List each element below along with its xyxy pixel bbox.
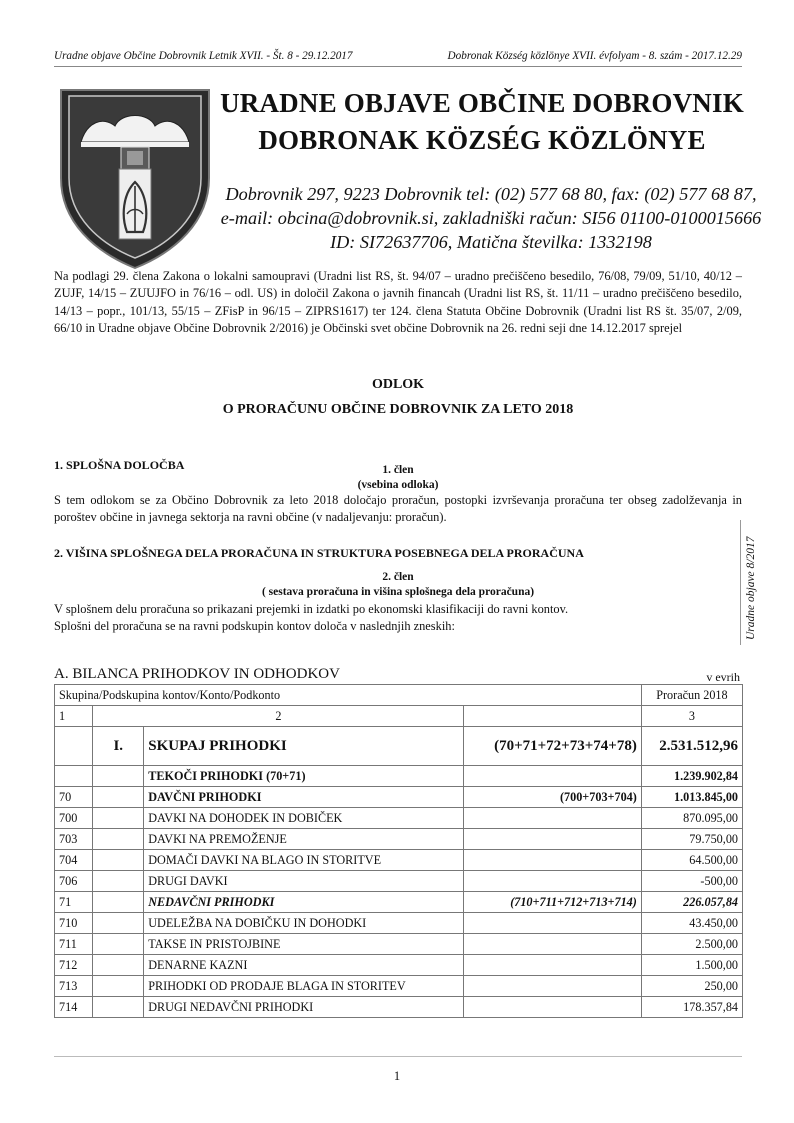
table-row — [55, 829, 743, 850]
column-number-spacer — [464, 706, 641, 727]
article-1-number: 1. člen — [382, 464, 414, 476]
account-name-cell: PRIHODKI OD PRODAJE BLAGA IN STORITEV — [144, 976, 464, 997]
amount-cell: 1.500,00 — [641, 955, 742, 976]
roman-numeral-cell — [93, 787, 144, 808]
account-code-cell: 706 — [55, 871, 93, 892]
formula-cell: (70+71+72+73+74+78) — [464, 727, 641, 766]
municipal-coat-of-arms-icon — [57, 86, 213, 272]
account-code-cell: 714 — [55, 997, 93, 1018]
contact-email-account: e-mail: obcina@dobrovnik.si, zakladniški račun: SI56 01100-0100015666 — [220, 208, 762, 228]
amount-cell: 43.450,00 — [641, 913, 742, 934]
formula-cell: (710+711+712+713+714) — [464, 892, 641, 913]
account-code-cell: 703 — [55, 829, 93, 850]
amount-cell: 2.531.512,96 — [641, 727, 742, 766]
currency-units: v evrih — [706, 670, 740, 684]
decree-subtitle: O PRORAČUNU OBČINE DOBROVNIK ZA LETO 2018 — [222, 402, 574, 417]
table-row — [55, 808, 743, 829]
table-row — [55, 913, 743, 934]
account-code-cell: 711 — [55, 934, 93, 955]
roman-numeral-cell — [93, 871, 144, 892]
formula-cell — [464, 997, 641, 1018]
formula-cell — [464, 829, 641, 850]
contact-ids: ID: SI72637706, Matična številka: 1332198 — [330, 232, 652, 252]
amount-cell: 250,00 — [641, 976, 742, 997]
section-1-heading: 1. SPLOŠNA DOLOČBA — [54, 458, 185, 472]
table-row — [55, 976, 743, 997]
formula-cell — [464, 934, 641, 955]
footer-divider — [54, 1056, 742, 1057]
column-number-1: 1 — [55, 706, 93, 727]
roman-numeral-cell: I. — [93, 727, 144, 766]
table-row — [55, 892, 743, 913]
account-name-cell: DOMAČI DAVKI NA BLAGO IN STORITVE — [144, 850, 464, 871]
revenue-expenditure-table — [54, 684, 743, 1018]
article-1-text: S tem odlokom se za Občino Dobrovnik za leto 2018 določajo proračun, postopki izvrševanja proračuna ter obseg zadolževanja in poroštev občine in javnega sektorja na ravni občine (v nadaljevanju: proračun). — [54, 493, 742, 525]
table-row — [55, 850, 743, 871]
account-name-cell: DRUGI NEDAVČNI PRIHODKI — [144, 997, 464, 1018]
account-code-cell — [55, 727, 93, 766]
roman-numeral-cell — [93, 934, 144, 955]
formula-cell — [464, 871, 641, 892]
account-name-cell: SKUPAJ PRIHODKI — [144, 727, 464, 766]
account-code-cell: 712 — [55, 955, 93, 976]
legal-preamble: Na podlagi 29. člena Zakona o lokalni samoupravi (Uradni list RS, št. 94/07 – uradno prečiščeno besedilo, 76/08, 79/09, 51/10, 40/12 – ZUJF, 14/15 – ZUUJFO in 76/16 – odl. US) in določil Zakona o javnih financah (Uradni list RS, št. 11/11 – uradno prečiščeno besedilo, 14/13 – popr., 101/13, 55/15 – ZFisP in 96/15 – ZIPRS1617) ter 124. člena Statuta Občine Dobrovnik (Uradni list RS št. 35/07, 2/09, 66/10 in Uradne objave Občine Dobrovnik 2/2016) je Občinski svet občine Dobrovnik na 26. redni seji dne 14.12.2017 sprejel — [54, 269, 742, 336]
formula-cell: (700+703+704) — [464, 787, 641, 808]
roman-numeral-cell — [93, 766, 144, 787]
amount-cell: 178.357,84 — [641, 997, 742, 1018]
table-row — [55, 934, 743, 955]
page-number: 1 — [393, 1069, 401, 1083]
column-number-2: 2 — [93, 706, 464, 727]
table-header-row — [55, 685, 743, 706]
roman-numeral-cell — [93, 976, 144, 997]
roman-numeral-cell — [93, 913, 144, 934]
amount-cell: 226.057,84 — [641, 892, 742, 913]
account-name-cell: DAVKI NA PREMOŽENJE — [144, 829, 464, 850]
header-right-text: Dobronak Község közlönye XVII. évfolyam - 8. szám - 2017.12.29 — [447, 50, 742, 62]
formula-cell — [464, 808, 641, 829]
account-code-cell: 700 — [55, 808, 93, 829]
account-name-cell: TEKOČI PRIHODKI (70+71) — [144, 766, 464, 787]
account-name-cell: DRUGI DAVKI — [144, 871, 464, 892]
masthead-title-slovene: URADNE OBJAVE OBČINE DOBROVNIK — [220, 88, 744, 118]
amount-cell: 870.095,00 — [641, 808, 742, 829]
table-row — [55, 787, 743, 808]
section-2-heading: 2. VIŠINA SPLOŠNEGA DELA PRORAČUNA IN STRUKTURA POSEBNEGA DELA PRORAČUNA — [54, 546, 584, 560]
account-name-cell: DENARNE KAZNI — [144, 955, 464, 976]
account-name-cell: UDELEŽBA NA DOBIČKU IN DOHODKI — [144, 913, 464, 934]
account-name-cell: NEDAVČNI PRIHODKI — [144, 892, 464, 913]
amount-cell: 1.239.902,84 — [641, 766, 742, 787]
masthead-title-hungarian: DOBRONAK KÖZSÉG KÖZLÖNYE — [258, 125, 706, 155]
formula-cell — [464, 955, 641, 976]
table-row — [55, 997, 743, 1018]
account-name-cell: DAVČNI PRIHODKI — [144, 787, 464, 808]
article-2-text-1: V splošnem delu proračuna so prikazani prejemki in izdatki po ekonomski klasifikaciji do ravni kontov. — [54, 602, 569, 616]
roman-numeral-cell — [93, 829, 144, 850]
amount-cell: 1.013.845,00 — [641, 787, 742, 808]
table-row — [55, 955, 743, 976]
amount-cell: 79.750,00 — [641, 829, 742, 850]
account-code-cell: 704 — [55, 850, 93, 871]
column-header-budget: Proračun 2018 — [641, 685, 742, 706]
side-publication-note — [740, 520, 769, 645]
amount-cell: 64.500,00 — [641, 850, 742, 871]
account-code-cell: 710 — [55, 913, 93, 934]
column-header-group: Skupina/Podskupina kontov/Konto/Podkonto — [55, 685, 642, 706]
roman-numeral-cell — [93, 997, 144, 1018]
balance-sheet-title: A. BILANCA PRIHODKOV IN ODHODKOV — [54, 666, 340, 682]
account-code-cell: 70 — [55, 787, 93, 808]
column-number-row — [55, 706, 743, 727]
formula-cell — [464, 976, 641, 997]
article-2-number: 2. člen — [382, 571, 414, 583]
header-left-text: Uradne objave Občine Dobrovnik Letnik XVII. - Št. 8 - 29.12.2017 — [54, 50, 353, 62]
amount-cell: 2.500,00 — [641, 934, 742, 955]
formula-cell — [464, 913, 641, 934]
account-name-cell: DAVKI NA DOHODEK IN DOBIČEK — [144, 808, 464, 829]
side-note-text: Uradne objave 8/2017 — [745, 536, 757, 640]
article-2-title: ( sestava proračuna in višina splošnega dela proračuna) — [261, 586, 535, 598]
column-number-3: 3 — [641, 706, 742, 727]
account-code-cell — [55, 766, 93, 787]
table-row — [55, 766, 743, 787]
roman-numeral-cell — [93, 955, 144, 976]
formula-cell — [464, 850, 641, 871]
contact-address-phone: Dobrovnik 297, 9223 Dobrovnik tel: (02) 577 68 80, fax: (02) 577 68 87, — [225, 184, 757, 204]
amount-cell: -500,00 — [641, 871, 742, 892]
account-code-cell: 713 — [55, 976, 93, 997]
table-row — [55, 871, 743, 892]
account-name-cell: TAKSE IN PRISTOJBINE — [144, 934, 464, 955]
table-row — [55, 727, 743, 766]
article-2-text-2: Splošni del proračuna se na ravni podskupin kontov določa v naslednjih zneskih: — [54, 619, 455, 633]
running-header — [54, 50, 742, 67]
account-code-cell: 71 — [55, 892, 93, 913]
decree-title: ODLOK — [371, 377, 425, 392]
roman-numeral-cell — [93, 808, 144, 829]
formula-cell — [464, 766, 641, 787]
article-1-title: (vsebina odloka) — [357, 479, 439, 491]
roman-numeral-cell — [93, 892, 144, 913]
roman-numeral-cell — [93, 850, 144, 871]
